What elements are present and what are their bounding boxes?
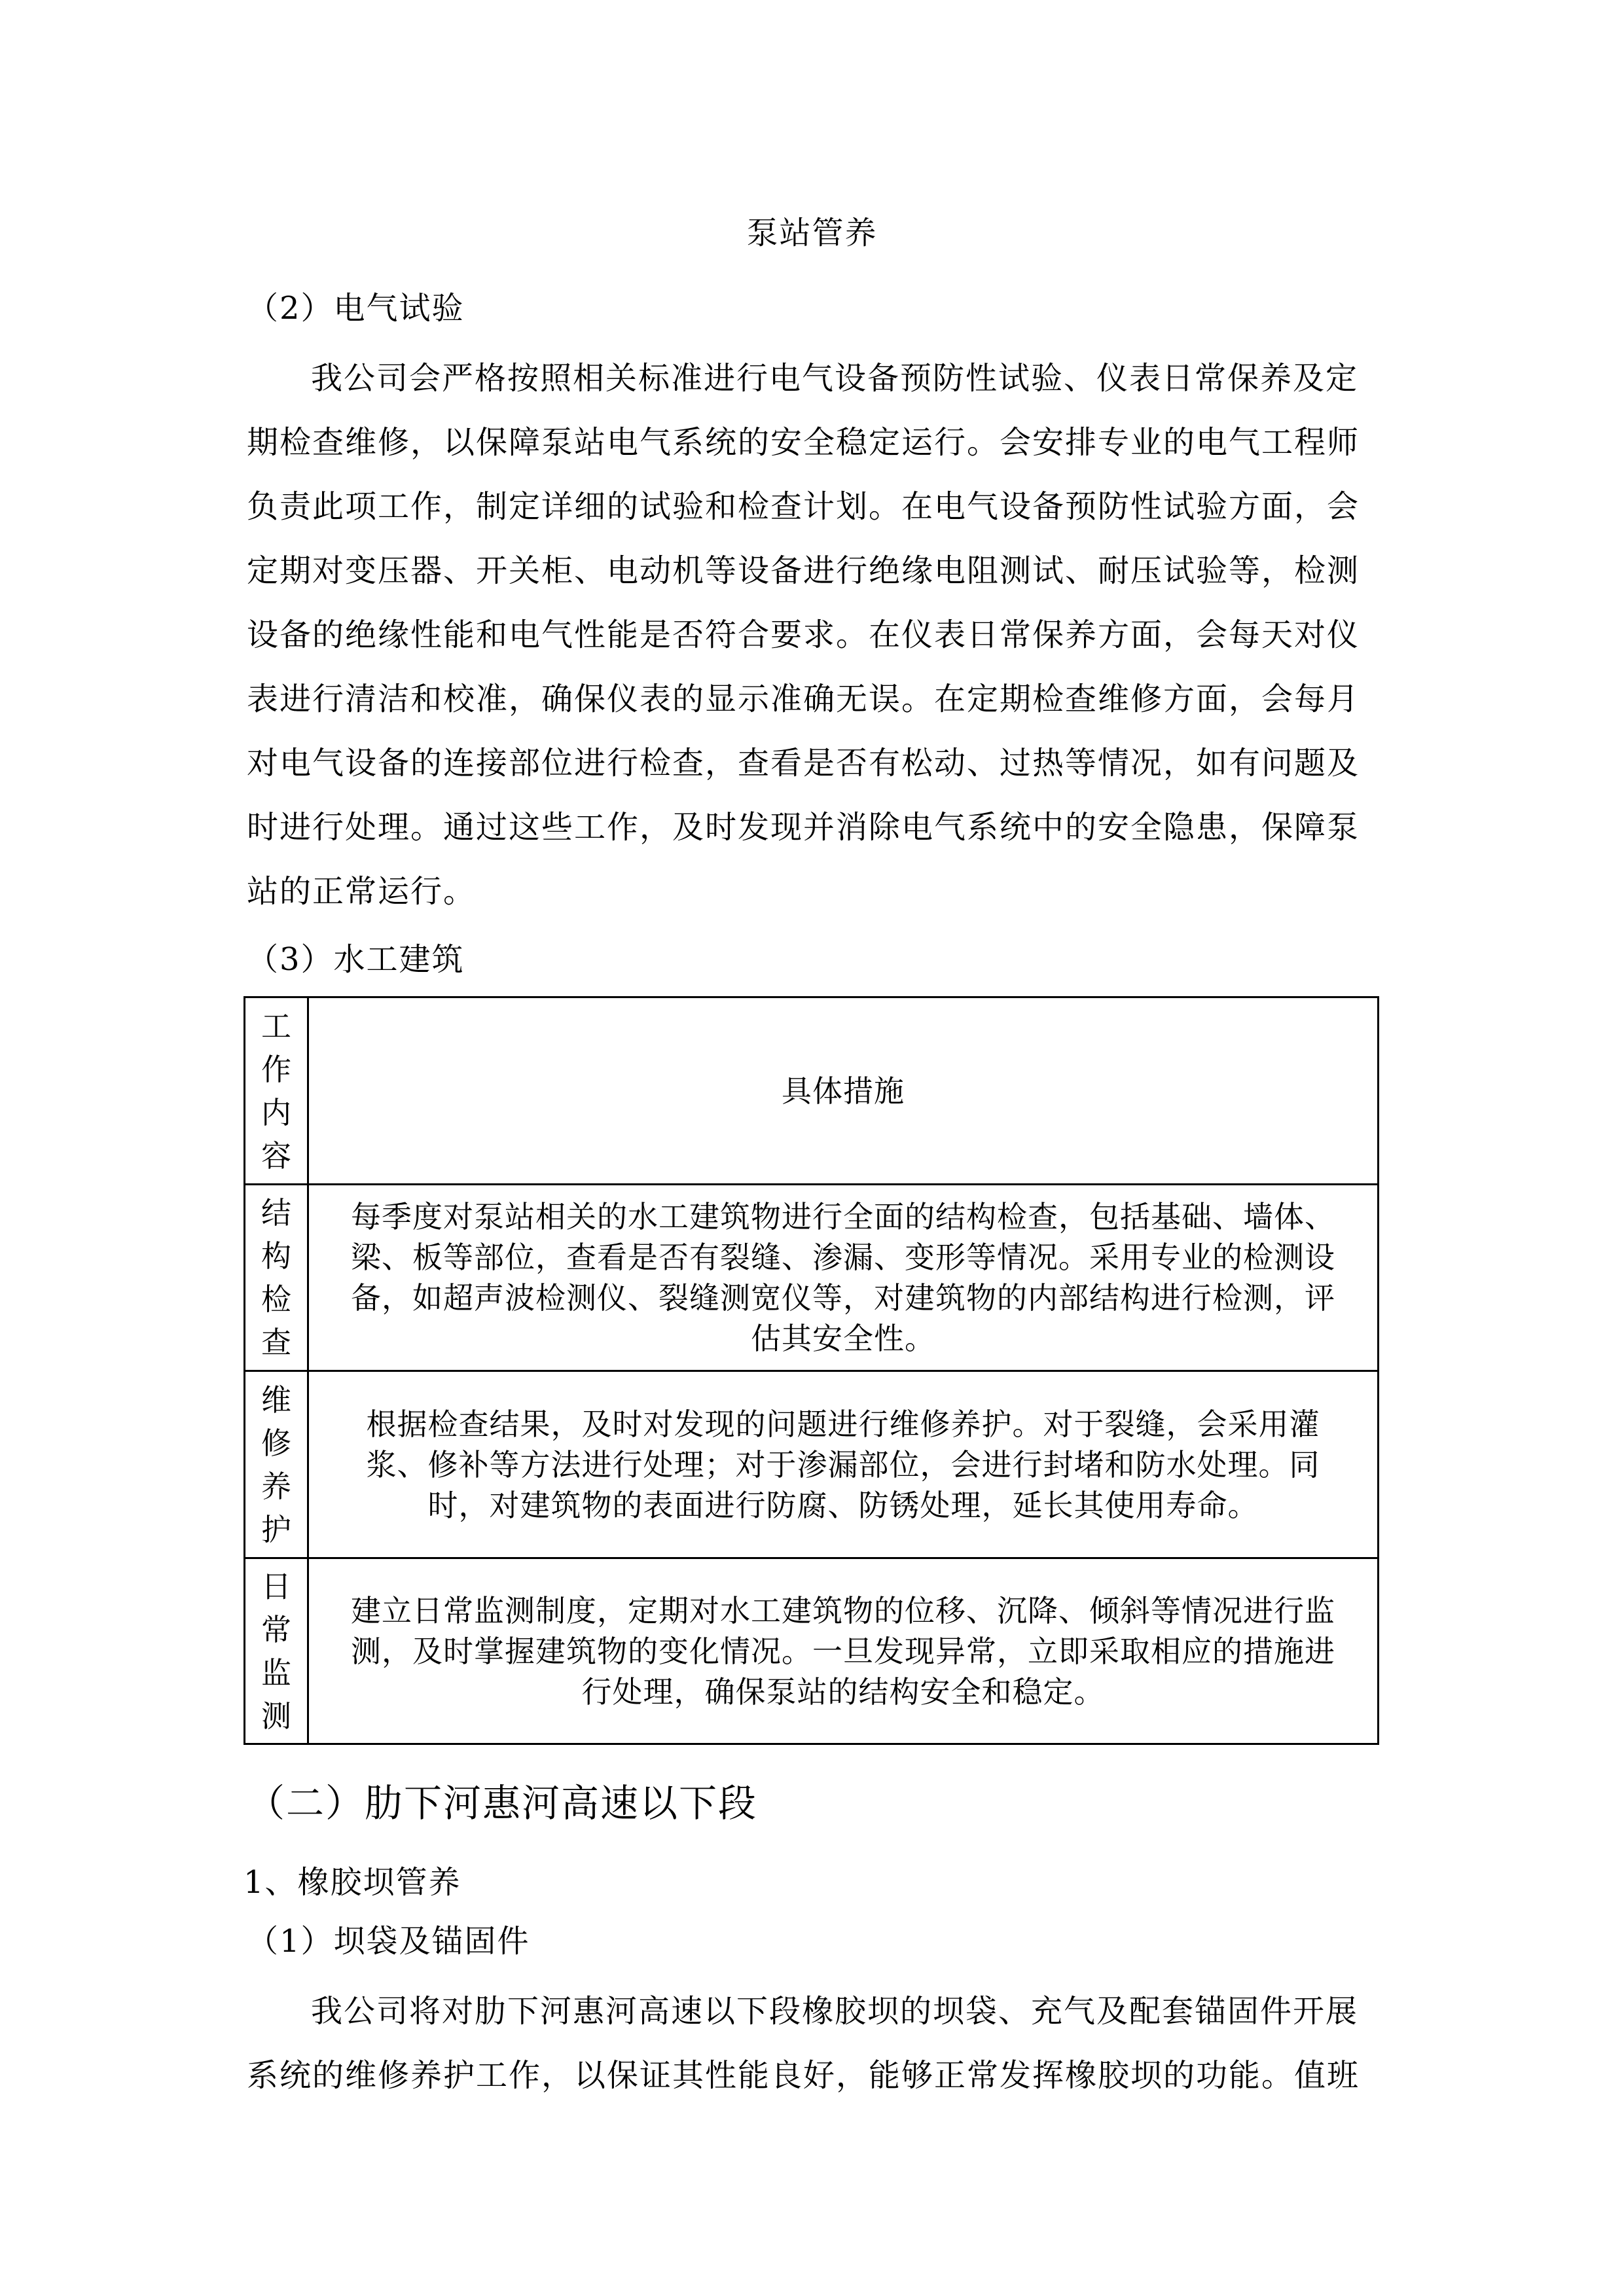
label-char: 作 xyxy=(261,1051,291,1087)
row-label-maintenance xyxy=(245,1371,308,1558)
paragraph-line: 设备的绝缘性能和电气性能是否符合要求。在仪表日常保养方面，会每天对仪 xyxy=(247,617,1360,653)
cell-line: 浆、修补等方法进行处理；对于渗漏部位，会进行封堵和防水处理。同 xyxy=(366,1446,1320,1482)
label-char: 养 xyxy=(261,1468,291,1504)
paragraph-line: 系统的维修养护工作，以保证其性能良好，能够正常发挥橡胶坝的功能。值班 xyxy=(247,2057,1360,2094)
label-char: 工 xyxy=(261,1008,291,1044)
paragraph-line: 我公司将对肋下河惠河高速以下段橡胶坝的坝袋、充气及配套锚固件开展 xyxy=(311,1993,1359,2030)
cell-line: 每季度对泵站相关的水工建筑物进行全面的结构检查，包括基础、墙体、 xyxy=(351,1199,1335,1234)
table-row xyxy=(245,1185,1379,1371)
cell-line: 建立日常监测制度，定期对水工建筑物的位移、沉降、倾斜等情况进行监 xyxy=(351,1592,1335,1628)
label-char: 构 xyxy=(261,1238,291,1274)
paragraph-line: 我公司会严格按照相关标准进行电气设备预防性试验、仪表日常保养及定 xyxy=(311,360,1359,397)
cell-line: 时，对建筑物的表面进行防腐、防锈处理，延长其使用寿命。 xyxy=(427,1487,1259,1523)
paragraph-line: 定期对变压器、开关柜、电动机等设备进行绝缘电阻测试、耐压试验等，检测 xyxy=(247,552,1360,589)
paragraph-line: 期检查维修，以保障泵站电气系统的安全稳定运行。会安排专业的电气工程师 xyxy=(247,424,1360,461)
label-char: 查 xyxy=(261,1325,291,1360)
table-header-row xyxy=(245,997,1379,1185)
label-char: 监 xyxy=(261,1655,291,1691)
row-label-daily-monitoring xyxy=(245,1558,308,1744)
paragraph-line: 表进行清洁和校准，确保仪表的显示准确无误。在定期检查维修方面，会每月 xyxy=(247,681,1360,717)
header-work-content xyxy=(245,997,308,1185)
row-measures-maintenance xyxy=(308,1371,1379,1558)
label-char: 内 xyxy=(261,1094,291,1130)
paragraph-line: 站的正常运行。 xyxy=(247,873,477,910)
cell-line: 测，及时掌握建筑物的变化情况。一旦发现异常，立即采取相应的措施进 xyxy=(351,1633,1335,1669)
label-char: 护 xyxy=(261,1511,291,1547)
cell-line: 行处理，确保泵站的结构安全和稳定。 xyxy=(581,1674,1105,1710)
subheading-rubber-dam: 1、橡胶坝管养 xyxy=(244,1864,461,1901)
section-heading-downstream-segment: （二）肋下河惠河高速以下段 xyxy=(247,1781,758,1825)
hydraulic-measures-table xyxy=(244,996,1379,1745)
cell-line: 备，如超声波检测仪、裂缝测宽仪等，对建筑物的内部结构进行检测，评 xyxy=(351,1280,1335,1316)
section-heading-electrical-test: （2）电气试验 xyxy=(247,290,465,327)
cell-line: 估其安全性。 xyxy=(751,1321,935,1356)
label-char: 维 xyxy=(261,1382,291,1418)
row-measures-structure-inspection xyxy=(308,1185,1379,1371)
label-char: 容 xyxy=(261,1138,291,1174)
row-label-structure-inspection xyxy=(245,1185,308,1371)
cell-line: 根据检查结果，及时对发现的问题进行维修养护。对于裂缝，会采用灌 xyxy=(366,1406,1320,1442)
label-char: 日 xyxy=(261,1568,291,1604)
header-specific-measures: 具体措施 xyxy=(308,997,1379,1185)
subsubheading-dam-bag-anchors: （1）坝袋及锚固件 xyxy=(247,1923,530,1960)
label-char: 测 xyxy=(261,1698,291,1734)
label-char: 修 xyxy=(261,1425,291,1461)
label-char: 常 xyxy=(261,1611,291,1647)
row-measures-daily-monitoring xyxy=(308,1558,1379,1744)
page-title: 泵站管养 xyxy=(746,215,878,251)
paragraph-line: 对电气设备的连接部位进行检查，查看是否有松动、过热等情况，如有问题及 xyxy=(247,745,1360,781)
paragraph-line: 时进行处理。通过这些工作，及时发现并消除电气系统中的安全隐患，保障泵 xyxy=(247,809,1360,846)
label-char: 结 xyxy=(261,1195,291,1230)
label-char: 检 xyxy=(261,1282,291,1317)
cell-line: 梁、板等部位，查看是否有裂缝、渗漏、变形等情况。采用专业的检测设 xyxy=(351,1240,1335,1275)
paragraph-line: 负责此项工作，制定详细的试验和检查计划。在电气设备预防性试验方面，会 xyxy=(247,488,1360,525)
section-heading-hydraulic-buildings: （3）水工建筑 xyxy=(247,941,465,978)
table-row xyxy=(245,1558,1379,1744)
table-row xyxy=(245,1371,1379,1558)
